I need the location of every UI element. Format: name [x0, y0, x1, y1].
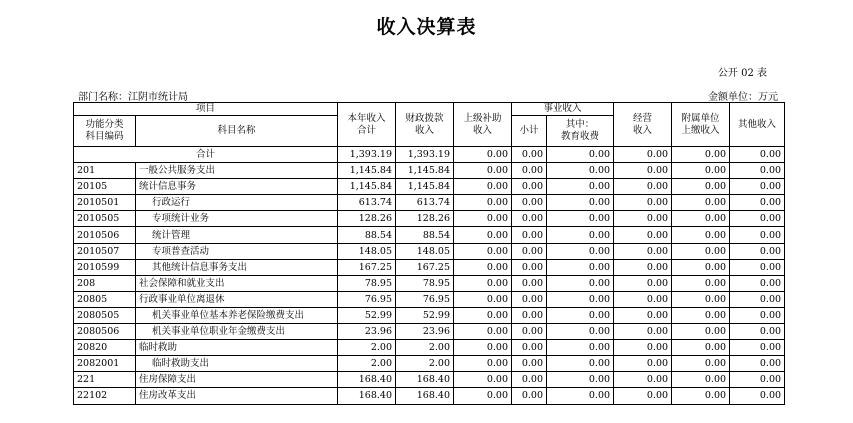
amount-cell: 78.95 — [396, 275, 454, 291]
amount-unit: 金额单位：万元 — [708, 92, 778, 103]
subject-code: 201 — [74, 163, 136, 179]
table-body — [74, 147, 785, 405]
amount-cell: 0.00 — [614, 388, 672, 404]
header-fiscal-line1: 财政拨款 — [405, 112, 444, 124]
amount-cell: 0.00 — [730, 211, 785, 227]
subject-code: 2080506 — [74, 324, 136, 340]
amount-cell: 0.00 — [672, 275, 730, 291]
amount-cell: 0.00 — [512, 163, 547, 179]
amount-cell: 168.40 — [338, 388, 396, 404]
amount-cell: 88.54 — [396, 227, 454, 243]
header-operating-line2: 收入 — [633, 124, 653, 136]
table-row — [74, 163, 785, 179]
amount-cell: 0.00 — [454, 340, 512, 356]
amount-cell: 0.00 — [614, 211, 672, 227]
table-row — [74, 259, 785, 275]
header-operating — [614, 103, 672, 147]
table-row — [74, 211, 785, 227]
amount-cell: 0.00 — [730, 307, 785, 323]
amount-cell: 0.00 — [547, 275, 614, 291]
amount-cell: 0.00 — [730, 356, 785, 372]
header-total-line2: 合计 — [357, 124, 377, 136]
amount-cell: 167.25 — [396, 259, 454, 275]
amount-cell: 0.00 — [547, 340, 614, 356]
header-affiliated — [672, 103, 730, 147]
amount-cell: 0.00 — [614, 195, 672, 211]
subject-code: 2010501 — [74, 195, 136, 211]
amount-cell: 148.05 — [338, 243, 396, 259]
amount-cell: 76.95 — [338, 291, 396, 307]
amount-cell: 0.00 — [512, 275, 547, 291]
amount-cell: 0.00 — [672, 259, 730, 275]
amount-cell: 1,145.84 — [338, 179, 396, 195]
subject-name: 住房改革支出 — [136, 388, 338, 404]
amount-cell: 0.00 — [512, 356, 547, 372]
amount-cell: 0.00 — [512, 195, 547, 211]
form-number: 公开 02 表 — [717, 68, 767, 79]
amount-cell: 128.26 — [396, 211, 454, 227]
amount-cell: 0.00 — [614, 163, 672, 179]
subject-name: 住房保障支出 — [136, 372, 338, 388]
subject-name: 行政运行 — [136, 195, 338, 211]
amount-cell: 0.00 — [672, 307, 730, 323]
amount-cell: 0.00 — [454, 356, 512, 372]
amount-cell: 0.00 — [672, 356, 730, 372]
amount-cell: 0.00 — [512, 372, 547, 388]
amount-cell: 0.00 — [672, 340, 730, 356]
department-name: 部门名称：江阴市统计局 — [78, 92, 188, 103]
amount-cell: 0.00 — [512, 243, 547, 259]
header-edu-fee — [547, 116, 614, 147]
amount-cell: 0.00 — [672, 179, 730, 195]
header-upper-line1: 上级补助 — [463, 112, 502, 124]
table-row — [74, 195, 785, 211]
subject-name: 专项统计业务 — [136, 211, 338, 227]
amount-cell: 0.00 — [672, 163, 730, 179]
total-cell: 0.00 — [454, 147, 512, 163]
amount-cell: 0.00 — [454, 227, 512, 243]
amount-cell: 0.00 — [614, 324, 672, 340]
page-title: 收入决算表 — [376, 16, 477, 38]
header-affiliated-line1: 附属单位 — [681, 112, 720, 124]
amount-cell: 0.00 — [454, 195, 512, 211]
amount-cell: 0.00 — [672, 195, 730, 211]
total-cell: 0.00 — [672, 147, 730, 163]
amount-cell: 0.00 — [454, 372, 512, 388]
subject-code: 2082001 — [74, 356, 136, 372]
subject-code: 2080505 — [74, 307, 136, 323]
amount-cell: 52.99 — [396, 307, 454, 323]
amount-cell: 0.00 — [512, 340, 547, 356]
table-header — [74, 103, 785, 147]
amount-cell: 0.00 — [454, 324, 512, 340]
amount-cell: 128.26 — [338, 211, 396, 227]
header-subject-name: 科目名称 — [136, 116, 338, 147]
subject-code: 2010599 — [74, 259, 136, 275]
amount-cell: 0.00 — [547, 195, 614, 211]
amount-cell: 167.25 — [338, 259, 396, 275]
subject-code: 20805 — [74, 291, 136, 307]
amount-cell: 0.00 — [512, 259, 547, 275]
amount-cell: 1,145.84 — [396, 179, 454, 195]
amount-cell: 0.00 — [547, 388, 614, 404]
amount-cell: 168.40 — [396, 388, 454, 404]
amount-cell: 0.00 — [730, 163, 785, 179]
subject-code: 2010505 — [74, 211, 136, 227]
subject-name: 统计信息事务 — [136, 179, 338, 195]
amount-cell: 0.00 — [672, 372, 730, 388]
amount-cell: 23.96 — [396, 324, 454, 340]
amount-cell: 0.00 — [730, 275, 785, 291]
table-row — [74, 340, 785, 356]
amount-cell: 0.00 — [614, 307, 672, 323]
subject-name: 其他统计信息事务支出 — [136, 259, 338, 275]
amount-cell: 0.00 — [454, 307, 512, 323]
amount-cell: 52.99 — [338, 307, 396, 323]
amount-cell: 0.00 — [730, 388, 785, 404]
subject-code: 2010507 — [74, 243, 136, 259]
table-row — [74, 291, 785, 307]
amount-cell: 0.00 — [614, 259, 672, 275]
header-affiliated-line2: 上缴收入 — [681, 124, 720, 136]
amount-cell: 0.00 — [730, 179, 785, 195]
amount-cell: 0.00 — [614, 340, 672, 356]
amount-cell: 0.00 — [730, 195, 785, 211]
amount-cell: 0.00 — [454, 275, 512, 291]
subject-name: 社会保障和就业支出 — [136, 275, 338, 291]
subject-name: 临时救助 — [136, 340, 338, 356]
amount-cell: 0.00 — [614, 179, 672, 195]
amount-cell: 76.95 — [396, 291, 454, 307]
amount-cell: 0.00 — [547, 307, 614, 323]
amount-cell: 0.00 — [672, 243, 730, 259]
table-row — [74, 388, 785, 404]
header-total-line1: 本年收入 — [347, 112, 386, 124]
header-edu-line1: 其中： — [565, 119, 595, 130]
subject-code: 22102 — [74, 388, 136, 404]
amount-cell: 0.00 — [512, 227, 547, 243]
amount-cell: 613.74 — [396, 195, 454, 211]
subject-code: 2010506 — [74, 227, 136, 243]
amount-cell: 168.40 — [338, 372, 396, 388]
amount-cell: 0.00 — [614, 275, 672, 291]
header-func-code — [74, 116, 136, 147]
amount-cell: 0.00 — [672, 291, 730, 307]
table-row — [74, 356, 785, 372]
amount-cell: 1,145.84 — [396, 163, 454, 179]
subject-name: 机关事业单位基本养老保险缴费支出 — [136, 307, 338, 323]
header-edu-line2: 教育收费 — [561, 131, 600, 142]
header-subtotal: 小计 — [512, 116, 547, 147]
amount-cell: 0.00 — [730, 243, 785, 259]
amount-cell: 0.00 — [547, 356, 614, 372]
amount-cell: 2.00 — [338, 340, 396, 356]
header-func-code-line2: 科目编码 — [85, 131, 124, 142]
header-upper-line2: 收入 — [473, 124, 493, 136]
amount-cell: 0.00 — [672, 324, 730, 340]
header-project: 项目 — [74, 103, 338, 116]
amount-cell: 0.00 — [454, 388, 512, 404]
subject-code: 208 — [74, 275, 136, 291]
subject-code: 20820 — [74, 340, 136, 356]
table-row — [74, 179, 785, 195]
subject-code: 20105 — [74, 179, 136, 195]
total-cell: 0.00 — [547, 147, 614, 163]
total-cell: 0.00 — [512, 147, 547, 163]
amount-cell: 2.00 — [396, 340, 454, 356]
amount-cell: 0.00 — [512, 211, 547, 227]
amount-cell: 148.05 — [396, 243, 454, 259]
amount-cell: 0.00 — [547, 243, 614, 259]
amount-cell: 0.00 — [454, 259, 512, 275]
subject-code: 221 — [74, 372, 136, 388]
amount-cell: 2.00 — [338, 356, 396, 372]
header-business: 事业收入 — [512, 103, 614, 116]
amount-cell: 0.00 — [547, 372, 614, 388]
amount-cell: 0.00 — [730, 291, 785, 307]
amount-cell: 0.00 — [614, 227, 672, 243]
amount-cell: 0.00 — [614, 356, 672, 372]
header-upper — [454, 103, 512, 147]
header-fiscal — [396, 103, 454, 147]
amount-cell: 0.00 — [672, 211, 730, 227]
amount-cell: 168.40 — [396, 372, 454, 388]
amount-cell: 0.00 — [512, 324, 547, 340]
table-row — [74, 307, 785, 323]
subject-name: 统计管理 — [136, 227, 338, 243]
amount-cell: 0.00 — [454, 243, 512, 259]
amount-cell: 0.00 — [730, 324, 785, 340]
amount-cell: 0.00 — [614, 372, 672, 388]
amount-cell: 0.00 — [454, 291, 512, 307]
subject-name: 临时救助支出 — [136, 356, 338, 372]
subject-name: 一般公共服务支出 — [136, 163, 338, 179]
amount-cell: 0.00 — [512, 388, 547, 404]
total-cell: 0.00 — [614, 147, 672, 163]
amount-cell: 0.00 — [512, 291, 547, 307]
amount-cell: 613.74 — [338, 195, 396, 211]
amount-cell: 0.00 — [730, 259, 785, 275]
amount-cell: 0.00 — [614, 243, 672, 259]
amount-cell: 0.00 — [454, 179, 512, 195]
table-row — [74, 227, 785, 243]
subject-name: 专项普查活动 — [136, 243, 338, 259]
amount-cell: 0.00 — [547, 227, 614, 243]
table-row — [74, 275, 785, 291]
amount-cell: 0.00 — [730, 372, 785, 388]
amount-cell: 0.00 — [672, 227, 730, 243]
amount-cell: 0.00 — [547, 259, 614, 275]
total-label: 合计 — [74, 147, 338, 163]
total-cell: 1,393.19 — [338, 147, 396, 163]
income-table — [73, 102, 785, 405]
amount-cell: 0.00 — [454, 211, 512, 227]
table-row — [74, 243, 785, 259]
total-cell: 0.00 — [730, 147, 785, 163]
amount-cell: 0.00 — [512, 179, 547, 195]
total-cell: 1,393.19 — [396, 147, 454, 163]
amount-cell: 0.00 — [547, 324, 614, 340]
table-row — [74, 324, 785, 340]
amount-cell: 0.00 — [730, 340, 785, 356]
amount-cell: 23.96 — [338, 324, 396, 340]
amount-cell: 0.00 — [512, 307, 547, 323]
table-row — [74, 372, 785, 388]
amount-cell: 1,145.84 — [338, 163, 396, 179]
amount-cell: 0.00 — [730, 227, 785, 243]
amount-cell: 0.00 — [547, 179, 614, 195]
header-func-code-line1: 功能分类 — [85, 119, 124, 130]
amount-cell: 0.00 — [454, 163, 512, 179]
amount-cell: 0.00 — [672, 388, 730, 404]
amount-cell: 0.00 — [614, 291, 672, 307]
amount-cell: 2.00 — [396, 356, 454, 372]
header-other: 其他收入 — [730, 103, 785, 147]
amount-cell: 0.00 — [547, 163, 614, 179]
amount-cell: 0.00 — [547, 211, 614, 227]
amount-cell: 78.95 — [338, 275, 396, 291]
total-row — [74, 147, 785, 163]
header-total — [338, 103, 396, 147]
subject-name: 机关事业单位职业年金缴费支出 — [136, 324, 338, 340]
subject-name: 行政事业单位离退休 — [136, 291, 338, 307]
amount-cell: 88.54 — [338, 227, 396, 243]
header-fiscal-line2: 收入 — [415, 124, 435, 136]
header-operating-line1: 经营 — [633, 112, 653, 124]
amount-cell: 0.00 — [547, 291, 614, 307]
